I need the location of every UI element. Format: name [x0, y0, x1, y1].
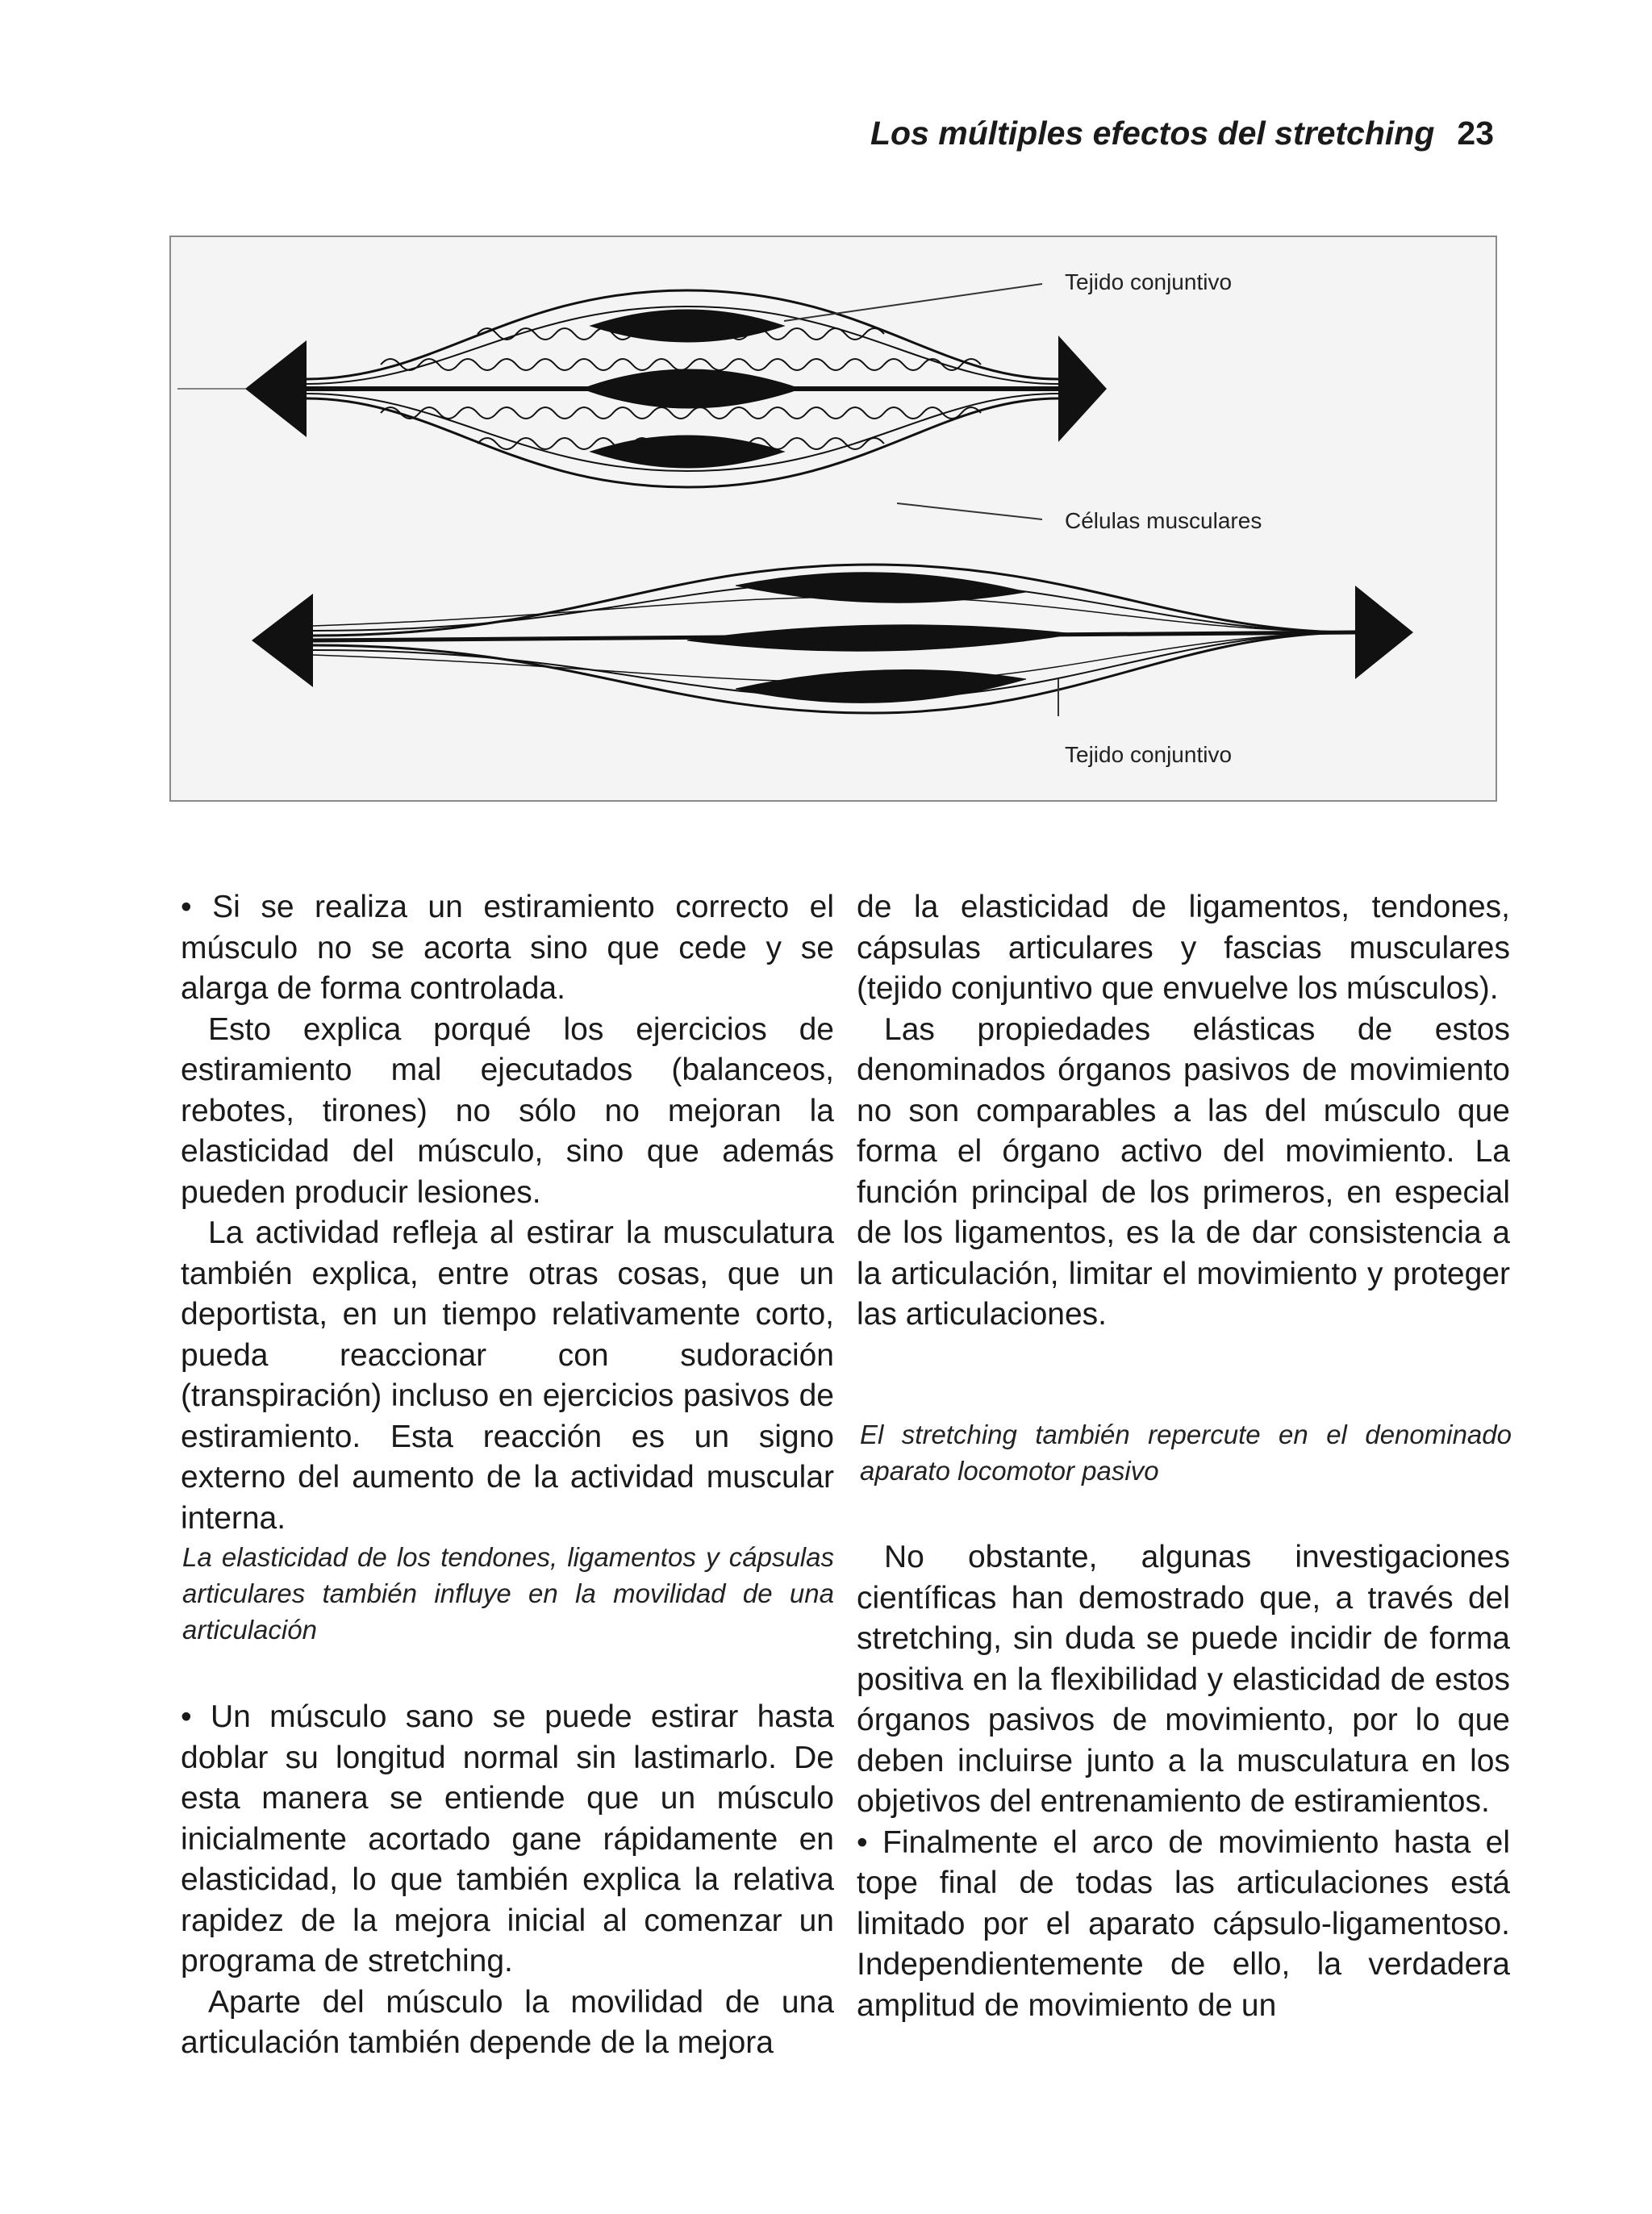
- left-caption: La elasticidad de los tendones, ligamentos y cápsulas articulares también influye en la movilidad de una articulación: [182, 1542, 834, 1645]
- muscle-diagram: [171, 237, 1499, 803]
- label-leader-lines: [784, 284, 1058, 716]
- left-paragraph-4: • Un músculo sano se puede estirar hasta doblar su longitud normal sin lastimarlo. De esta manera se entiende que un músculo inicialmente acortado gane rápidamente en elasticidad, lo que también explica la relativa rapidez de la mejora inicial al comenzar un programa de stretching.: [181, 1699, 834, 1978]
- right-paragraph-3: No obstante, algunas investigaciones científicas han demostrado que, a través del stretching, sin duda se puede incidir de forma positiva en la flexibilidad y elasticidad de estos órganos pasivos de movimiento, por lo que deben incluirse junto a la musculatura en los objetivos del entrenamiento de estiramientos.: [857, 1540, 1510, 1819]
- left-paragraph-2: Esto explica porqué los ejercicios de estiramiento mal ejecutados (balanceos, rebotes, tirones) no sólo no mejoran la elasticidad del músculo, sino que además pueden producir lesiones.: [181, 1011, 834, 1210]
- right-paragraph-1: de la elasticidad de ligamentos, tendones, cápsulas articulares y fascias musculares (tejido conjuntivo que envuelve los músculos).: [857, 890, 1510, 1006]
- left-paragraph-1: • Si se realiza un estiramiento correcto el músculo no se acorta sino que cede y se alarga de forma controlada.: [181, 890, 834, 1006]
- running-header: [870, 115, 1494, 152]
- relaxed-muscle-illustration: [177, 290, 1107, 487]
- right-column-lower: [857, 1537, 1510, 2026]
- muscle-stretch-figure: [169, 236, 1497, 802]
- stretched-muscle-illustration: [252, 565, 1413, 713]
- right-paragraph-2: Las propiedades elásticas de estos denominados órganos pasivos de movimiento no son comparables a las del músculo que forma el órgano activo del movimiento. La función principal de los primeros, en especial de los ligamentos, es la de dar consistencia a la articulación, limitar el movimiento y proteger las articulaciones.: [857, 1011, 1510, 1332]
- left-column-lower: [181, 1697, 834, 2064]
- header-title: Los múltiples efectos del stretching: [870, 115, 1435, 152]
- left-column: [181, 887, 834, 1539]
- right-column: [857, 887, 1510, 1336]
- left-paragraph-3: La actividad refleja al estirar la musculatura también explica, entre otras cosas, que un deportista, en un tiempo relativamente corto, pueda reaccionar con sudoración (transpiración) incluso en ejercicios pasivos de estiramiento. Esta reacción es un signo externo del aumento de la actividad muscular interna.: [181, 1215, 834, 1536]
- label-connective-tissue-bottom: Tejido conjuntivo: [1065, 742, 1233, 767]
- right-caption: El stretching también repercute en el denominado aparato locomotor pasivo: [860, 1420, 1512, 1486]
- left-paragraph-5: Aparte del músculo la movilidad de una articulación también depende de la mejora: [181, 1984, 834, 2060]
- label-connective-tissue-top: Tejido conjuntivo: [1065, 269, 1233, 294]
- right-paragraph-4: • Finalmente el arco de movimiento hasta el tope final de todas las articulaciones está limitado por el aparato cápsulo-ligamentoso. Independientemente de ello, la verdadera amplitud de movimiento de un: [857, 1824, 1510, 2023]
- page-number: 23: [1457, 115, 1494, 152]
- label-muscle-cells: Células musculares: [1065, 508, 1262, 533]
